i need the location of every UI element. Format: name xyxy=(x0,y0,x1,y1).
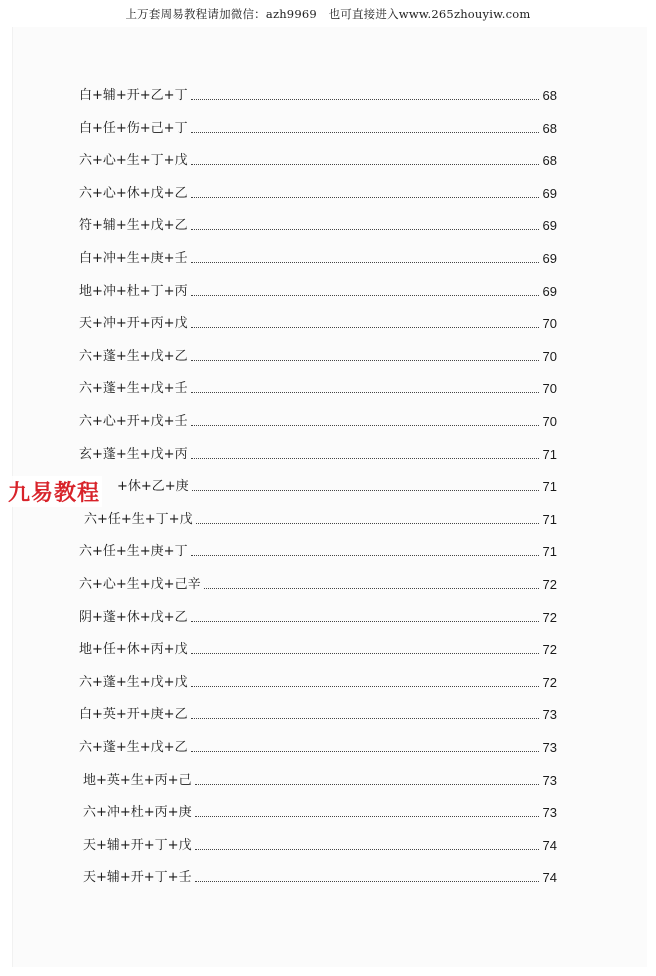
toc-entry[interactable] xyxy=(79,278,557,300)
toc-dot-leader xyxy=(191,131,539,133)
toc-dot-leader xyxy=(195,848,539,850)
toc-dot-leader xyxy=(191,750,539,752)
toc-entry-page-number: 74 xyxy=(542,837,557,853)
toc-entry-title: 白+辅+开+乙+丁 xyxy=(79,88,188,103)
toc-entry[interactable] xyxy=(79,82,557,104)
toc-entry[interactable] xyxy=(83,767,557,789)
toc-entry-page-number: 71 xyxy=(542,479,557,495)
toc-entry-title: 六+蓬+生+戊+壬 xyxy=(79,381,188,397)
toc-entry[interactable] xyxy=(117,473,557,495)
toc-entry-title: 阴+蓬+休+戊+乙 xyxy=(79,609,188,625)
toc-entry-title: 白+任+伤+己+丁 xyxy=(79,120,188,136)
toc-entry-page-number: 72 xyxy=(542,674,557,690)
toc-entry[interactable] xyxy=(79,408,557,430)
toc-entry-page-number: 68 xyxy=(542,88,557,103)
toc-entry-page-number: 73 xyxy=(542,805,557,821)
toc-dot-leader xyxy=(191,457,539,459)
toc-entry-title: 白+英+开+庚+乙 xyxy=(79,707,188,723)
toc-entry-title: 天+辅+开+丁+戊 xyxy=(83,837,192,853)
toc-dot-leader xyxy=(191,424,539,426)
toc-entry-page-number: 69 xyxy=(542,283,557,299)
toc-entry-page-number: 71 xyxy=(542,544,557,560)
toc-dot-leader xyxy=(191,326,539,328)
toc-entry-title: 六+冲+杜+丙+庚 xyxy=(83,805,192,821)
toc-entry[interactable] xyxy=(79,147,557,169)
toc-entry-title: 天+辅+开+丁+壬 xyxy=(83,870,192,886)
toc-entry-title: 地+冲+杜+丁+丙 xyxy=(79,283,188,299)
toc-entry-page-number: 68 xyxy=(542,153,557,169)
toc-dot-leader xyxy=(204,587,539,589)
toc-entry-title: 符+辅+生+戊+乙 xyxy=(79,218,188,234)
toc-entry[interactable] xyxy=(79,310,557,332)
toc-entry-page-number: 72 xyxy=(542,642,557,658)
toc-entry-title: 白+冲+生+庚+壬 xyxy=(79,251,188,266)
toc-dot-leader xyxy=(191,554,539,556)
toc-entry-title: 天+冲+开+丙+戊 xyxy=(79,316,188,332)
toc-entry[interactable] xyxy=(79,180,557,202)
toc-dot-leader xyxy=(195,783,539,785)
toc-entry-title: 六+心+生+戊+己辛 xyxy=(79,577,201,592)
toc-dot-leader xyxy=(192,489,539,491)
toc-entry[interactable] xyxy=(79,636,557,658)
toc-entry-page-number: 68 xyxy=(542,120,557,136)
toc-entry[interactable] xyxy=(79,212,557,234)
toc-entry-page-number: 71 xyxy=(542,511,557,527)
toc-entry-page-number: 70 xyxy=(542,348,557,364)
toc-entry-title: 六+蓬+生+戊+乙 xyxy=(79,740,188,755)
toc-entry-page-number: 69 xyxy=(542,251,557,266)
toc-dot-leader xyxy=(191,163,539,165)
toc-dot-leader xyxy=(191,685,539,687)
toc-entry[interactable] xyxy=(79,538,557,560)
watermark-logo: 九易教程 xyxy=(6,476,102,507)
toc-dot-leader xyxy=(195,815,539,817)
toc-entry[interactable] xyxy=(79,571,557,593)
toc-entry-page-number: 69 xyxy=(542,218,557,234)
toc-entry-page-number: 73 xyxy=(542,707,557,723)
toc-entry-title: 六+心+休+戊+乙 xyxy=(79,185,188,201)
toc-entry[interactable] xyxy=(79,343,557,365)
toc-entry-title: 六+蓬+生+戊+乙 xyxy=(79,348,188,364)
toc-dot-leader xyxy=(191,652,539,654)
toc-entry-page-number: 70 xyxy=(542,381,557,397)
toc-entry-page-number: 74 xyxy=(542,870,557,886)
toc-entry-title: 六+心+开+戊+壬 xyxy=(79,414,188,429)
toc-dot-leader xyxy=(191,261,539,263)
toc-entry-title: 六+心+生+丁+戊 xyxy=(79,153,188,169)
toc-entry[interactable] xyxy=(83,832,557,854)
toc-entry-title: 六+蓬+生+戊+戊 xyxy=(79,674,188,690)
toc-entry[interactable] xyxy=(79,669,557,691)
toc-entry[interactable] xyxy=(83,799,557,821)
toc-entry[interactable] xyxy=(79,441,557,463)
toc-dot-leader xyxy=(191,391,539,393)
toc-dot-leader xyxy=(191,98,539,100)
toc-entry-title: 玄+蓬+生+戊+丙 xyxy=(79,446,188,462)
toc-entry[interactable] xyxy=(79,604,557,626)
toc-entry-page-number: 69 xyxy=(542,185,557,201)
toc-entry-title: +休+乙+庚 xyxy=(117,479,189,495)
toc-entry-page-number: 73 xyxy=(542,740,557,755)
toc-entry-page-number: 73 xyxy=(542,772,557,788)
toc-entry-title: 地+任+休+丙+戊 xyxy=(79,642,188,658)
toc-entry-title: 地+英+生+丙+己 xyxy=(83,772,192,788)
toc-entry-page-number: 70 xyxy=(542,414,557,429)
toc-dot-leader xyxy=(196,522,539,524)
toc-entry[interactable] xyxy=(79,115,557,137)
toc-entry-title: 六+任+生+庚+丁 xyxy=(79,544,188,560)
toc-entry[interactable] xyxy=(79,701,557,723)
header-banner: 上万套周易教程请加微信：azh9969 也可直接进入www.265zhouyiw.com xyxy=(125,7,531,21)
toc-entry[interactable] xyxy=(79,375,557,397)
toc-dot-leader xyxy=(191,294,539,296)
toc-dot-leader xyxy=(191,620,539,622)
toc-dot-leader xyxy=(191,196,539,198)
toc-entry-title: 六+任+生+丁+戊 xyxy=(84,511,193,527)
toc-entry[interactable] xyxy=(84,506,557,528)
toc-entry-page-number: 70 xyxy=(542,316,557,332)
toc-dot-leader xyxy=(195,880,539,882)
toc-dot-leader xyxy=(191,717,539,719)
toc-dot-leader xyxy=(191,228,539,230)
toc-entry-page-number: 72 xyxy=(542,577,557,592)
toc-entry-page-number: 72 xyxy=(542,609,557,625)
toc-dot-leader xyxy=(191,359,539,361)
toc-entry[interactable] xyxy=(83,864,557,886)
toc-entry[interactable] xyxy=(79,245,557,267)
toc-entry-page-number: 71 xyxy=(542,446,557,462)
toc-entry[interactable] xyxy=(79,734,557,756)
